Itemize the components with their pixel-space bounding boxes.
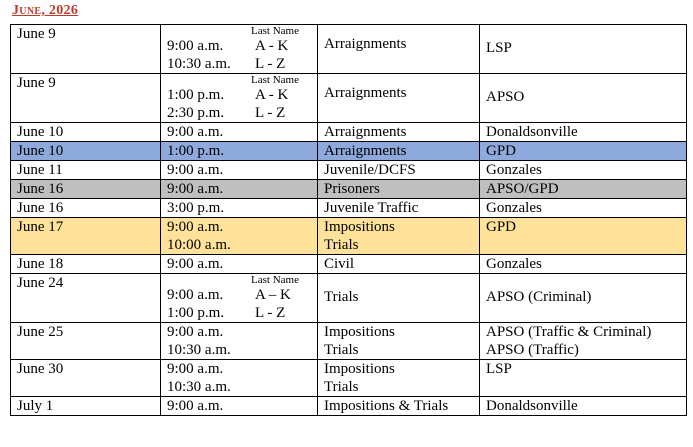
time-cell: 9:00 a.m. 10:30 a.m.: [161, 323, 318, 360]
date-cell: June 10: [11, 123, 161, 142]
event-cell: Impositions Trials: [318, 323, 480, 360]
location-cell: APSO: [480, 74, 687, 123]
table-row: [11, 142, 687, 161]
time: 10:30 a.m.: [167, 56, 231, 72]
time-cell: 3:00 p.m.: [161, 199, 318, 218]
location-cell: APSO/GPD: [480, 180, 687, 199]
table-row: [11, 218, 687, 255]
time-cell: [161, 74, 318, 123]
event-cell: Prisoners: [318, 180, 480, 199]
date-cell: June 24: [11, 274, 161, 323]
last-name-label: Last Name: [251, 25, 299, 37]
schedule-table: [10, 24, 687, 416]
location-cell: Gonzales: [480, 255, 687, 274]
location-cell: LSP: [480, 360, 687, 397]
location-cell: APSO (Criminal): [480, 274, 687, 323]
time: 9:00 a.m.: [167, 38, 224, 54]
event-cell: Arraignments: [318, 25, 480, 74]
date-cell: July 1: [11, 397, 161, 416]
location-cell: GPD: [480, 142, 687, 161]
name-range: L - Z: [255, 105, 286, 121]
location-cell: Donaldsonville: [480, 123, 687, 142]
table-row: [11, 274, 687, 323]
table-row: [11, 161, 687, 180]
event-cell: Juvenile/DCFS: [318, 161, 480, 180]
table-row: [11, 199, 687, 218]
event-cell: Impositions Trials: [318, 360, 480, 397]
time-cell: 1:00 p.m.: [161, 142, 318, 161]
name-range: A - K: [255, 87, 289, 103]
date-cell: June 18: [11, 255, 161, 274]
table-row: [11, 180, 687, 199]
date-cell: June 17: [11, 218, 161, 255]
date-cell: June 9: [11, 25, 161, 74]
table-row: [11, 397, 687, 416]
location-cell: APSO (Traffic & Criminal) APSO (Traffic): [480, 323, 687, 360]
page-title: June, 2026: [12, 3, 79, 18]
event-cell: Arraignments: [318, 123, 480, 142]
location-cell: Gonzales: [480, 199, 687, 218]
name-range: L - Z: [255, 56, 286, 72]
table-row: [11, 123, 687, 142]
time-cell: 9:00 a.m.: [161, 255, 318, 274]
date-cell: June 11: [11, 161, 161, 180]
location-cell: Donaldsonville: [480, 397, 687, 416]
time: 1:00 p.m.: [167, 305, 225, 321]
last-name-label: Last Name: [251, 74, 299, 86]
date-cell: June 9: [11, 74, 161, 123]
name-range: A - K: [255, 38, 289, 54]
time: 9:00 a.m.: [167, 287, 224, 303]
time-cell: 9:00 a.m.: [161, 397, 318, 416]
time-cell: 9:00 a.m. 10:30 a.m.: [161, 360, 318, 397]
time: 1:00 p.m.: [167, 87, 225, 103]
date-cell: June 25: [11, 323, 161, 360]
time-cell: [161, 25, 318, 74]
name-range: L - Z: [255, 305, 286, 321]
location-cell: Gonzales: [480, 161, 687, 180]
last-name-label: Last Name: [251, 274, 299, 286]
time-cell: 9:00 a.m.: [161, 161, 318, 180]
date-cell: June 16: [11, 199, 161, 218]
table-row: [11, 255, 687, 274]
table-row: [11, 323, 687, 360]
name-range: A – K: [255, 287, 291, 303]
event-cell: Arraignments: [318, 74, 480, 123]
event-cell: Impositions Trials: [318, 218, 480, 255]
table-row: [11, 25, 687, 74]
event-cell: Trials: [318, 274, 480, 323]
table-row: [11, 360, 687, 397]
event-cell: Civil: [318, 255, 480, 274]
event-cell: Arraignments: [318, 142, 480, 161]
table-row: [11, 74, 687, 123]
date-cell: June 16: [11, 180, 161, 199]
location-cell: GPD: [480, 218, 687, 255]
time-cell: 9:00 a.m.: [161, 180, 318, 199]
date-cell: June 10: [11, 142, 161, 161]
location-cell: LSP: [480, 25, 687, 74]
time-cell: 9:00 a.m. 10:00 a.m.: [161, 218, 318, 255]
event-cell: Juvenile Traffic: [318, 199, 480, 218]
time-cell: 9:00 a.m.: [161, 123, 318, 142]
event-cell: Impositions & Trials: [318, 397, 480, 416]
time-cell: [161, 274, 318, 323]
date-cell: June 30: [11, 360, 161, 397]
time: 2:30 p.m.: [167, 105, 225, 121]
